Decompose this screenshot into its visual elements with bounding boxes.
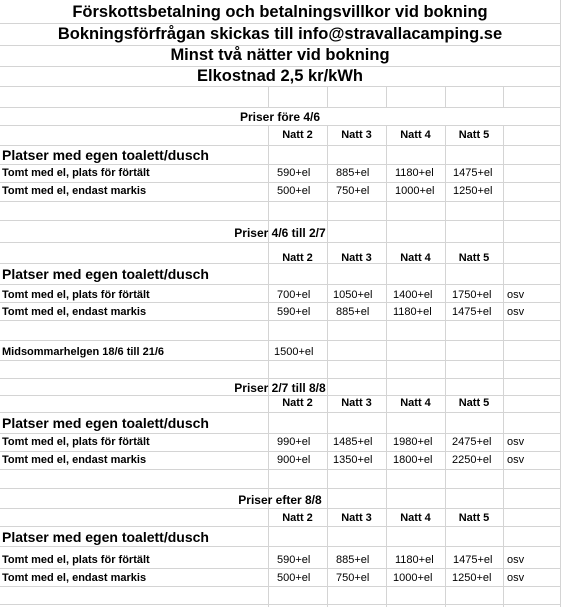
price-cell: 500+el	[277, 185, 311, 197]
price-cell: 590+el	[277, 554, 311, 566]
grid-line	[0, 586, 561, 587]
grid-line	[0, 433, 561, 434]
grid-line	[0, 107, 561, 108]
grid-line	[445, 125, 446, 607]
price-cell: 900+el	[277, 454, 311, 466]
section-heading: Priser före 4/6	[239, 110, 321, 124]
grid-line	[0, 125, 561, 126]
title-line: Minst två nätter vid bokning	[170, 46, 390, 64]
grid-line	[327, 125, 328, 607]
column-header: Natt 2	[282, 512, 313, 524]
column-header: Natt 5	[458, 252, 490, 264]
grid-line	[560, 0, 561, 607]
grid-line	[0, 340, 561, 341]
price-cell: 2250+el	[452, 454, 492, 466]
grid-line	[0, 284, 561, 285]
price-cell: 500+el	[277, 572, 311, 584]
note-cell: osv	[507, 554, 525, 566]
category-label: Platser med egen toalett/dusch	[2, 529, 209, 545]
grid-line	[0, 23, 561, 24]
row-label: Tomt med el, endast markis	[2, 306, 147, 318]
grid-line	[0, 182, 561, 183]
grid-line	[386, 125, 387, 607]
column-header: Natt 5	[458, 129, 490, 141]
note-cell: osv	[507, 572, 525, 584]
price-cell: 1980+el	[393, 436, 433, 448]
column-header: Natt 2	[282, 397, 313, 409]
section-heading: Priser 2/7 till 8/8	[234, 381, 326, 395]
category-label: Platser med egen toalett/dusch	[2, 266, 209, 282]
price-cell: 1475+el	[452, 306, 492, 318]
grid-line	[0, 302, 561, 303]
price-cell: 1750+el	[452, 289, 492, 301]
price-cell: 1250+el	[452, 572, 492, 584]
price-cell: 1475+el	[453, 554, 493, 566]
section-heading: Priser efter 8/8	[238, 493, 322, 507]
grid-line	[0, 488, 561, 489]
grid-line	[0, 395, 561, 396]
row-label: Tomt med el, plats för förtält	[2, 436, 150, 448]
price-cell: 1050+el	[333, 289, 373, 301]
price-cell: 1000+el	[393, 572, 433, 584]
grid-line	[0, 568, 561, 569]
row-label: Tomt med el, endast markis	[2, 572, 147, 584]
price-cell: 590+el	[277, 167, 311, 179]
price-cell: 1800+el	[393, 454, 433, 466]
grid-line	[268, 86, 269, 107]
price-cell: 1400+el	[393, 289, 433, 301]
column-header: Natt 2	[282, 129, 313, 141]
column-header: Natt 3	[341, 397, 372, 409]
grid-line	[0, 604, 561, 605]
column-header: Natt 2	[282, 252, 313, 264]
column-header: Natt 4	[400, 512, 431, 524]
column-header: Natt 3	[341, 252, 372, 264]
price-cell: 1475+el	[453, 167, 493, 179]
column-header: Natt 4	[400, 397, 431, 409]
column-header: Natt 4	[400, 252, 431, 264]
price-cell: 885+el	[336, 554, 370, 566]
row-label: Tomt med el, endast markis	[2, 454, 147, 466]
price-cell: 750+el	[336, 185, 370, 197]
grid-line	[0, 320, 561, 321]
price-cell: 1500+el	[274, 346, 314, 358]
note-cell: osv	[507, 306, 525, 318]
grid-line	[0, 412, 561, 413]
grid-line	[503, 125, 504, 607]
title-line: Elkostnad 2,5 kr/kWh	[197, 67, 363, 85]
row-label: Tomt med el, plats för förtält	[2, 554, 150, 566]
grid-line	[0, 526, 561, 527]
grid-line	[0, 469, 561, 470]
grid-line	[0, 378, 561, 379]
grid-line	[386, 86, 387, 107]
grid-line	[268, 125, 269, 607]
column-header: Natt 4	[400, 129, 431, 141]
grid-line	[0, 145, 561, 146]
price-cell: 990+el	[277, 436, 311, 448]
grid-line	[327, 86, 328, 107]
price-cell: 1250+el	[453, 185, 493, 197]
column-header: Natt 5	[458, 512, 490, 524]
title-line: Bokningsförfrågan skickas till info@stravallacamping.se	[57, 25, 503, 43]
grid-line	[0, 201, 561, 202]
title-line: Förskottsbetalning och betalningsvillkor vid bokning	[72, 3, 488, 21]
category-label: Platser med egen toalett/dusch	[2, 415, 209, 431]
price-cell: 885+el	[336, 306, 370, 318]
row-label: Tomt med el, plats för förtält	[2, 167, 150, 179]
price-cell: 1180+el	[393, 306, 432, 318]
price-cell: 2475+el	[452, 436, 492, 448]
note-cell: osv	[507, 454, 525, 466]
grid-line	[0, 164, 561, 165]
price-cell: 1350+el	[333, 454, 373, 466]
row-label: Tomt med el, plats för förtält	[2, 289, 150, 301]
grid-line	[0, 86, 561, 87]
price-cell: 1180+el	[395, 554, 434, 566]
grid-line	[445, 86, 446, 107]
grid-line	[0, 451, 561, 452]
column-header: Natt 3	[341, 129, 372, 141]
price-cell: 1485+el	[333, 436, 373, 448]
row-label: Midsommarhelgen 18/6 till 21/6	[2, 346, 165, 358]
price-cell: 700+el	[277, 289, 311, 301]
price-cell: 1000+el	[395, 185, 435, 197]
grid-line	[0, 508, 561, 509]
grid-line	[0, 220, 561, 221]
price-cell: 590+el	[277, 306, 311, 318]
grid-line	[0, 546, 561, 547]
row-label: Tomt med el, endast markis	[2, 185, 147, 197]
price-cell: 1180+el	[395, 167, 434, 179]
grid-line	[503, 86, 504, 107]
note-cell: osv	[507, 436, 525, 448]
category-label: Platser med egen toalett/dusch	[2, 147, 209, 163]
grid-line	[0, 360, 561, 361]
grid-line	[0, 242, 561, 243]
price-cell: 885+el	[336, 167, 370, 179]
price-cell: 750+el	[336, 572, 370, 584]
section-heading: Priser 4/6 till 2/7	[234, 226, 326, 240]
column-header: Natt 3	[341, 512, 372, 524]
note-cell: osv	[507, 289, 525, 301]
column-header: Natt 5	[458, 397, 490, 409]
